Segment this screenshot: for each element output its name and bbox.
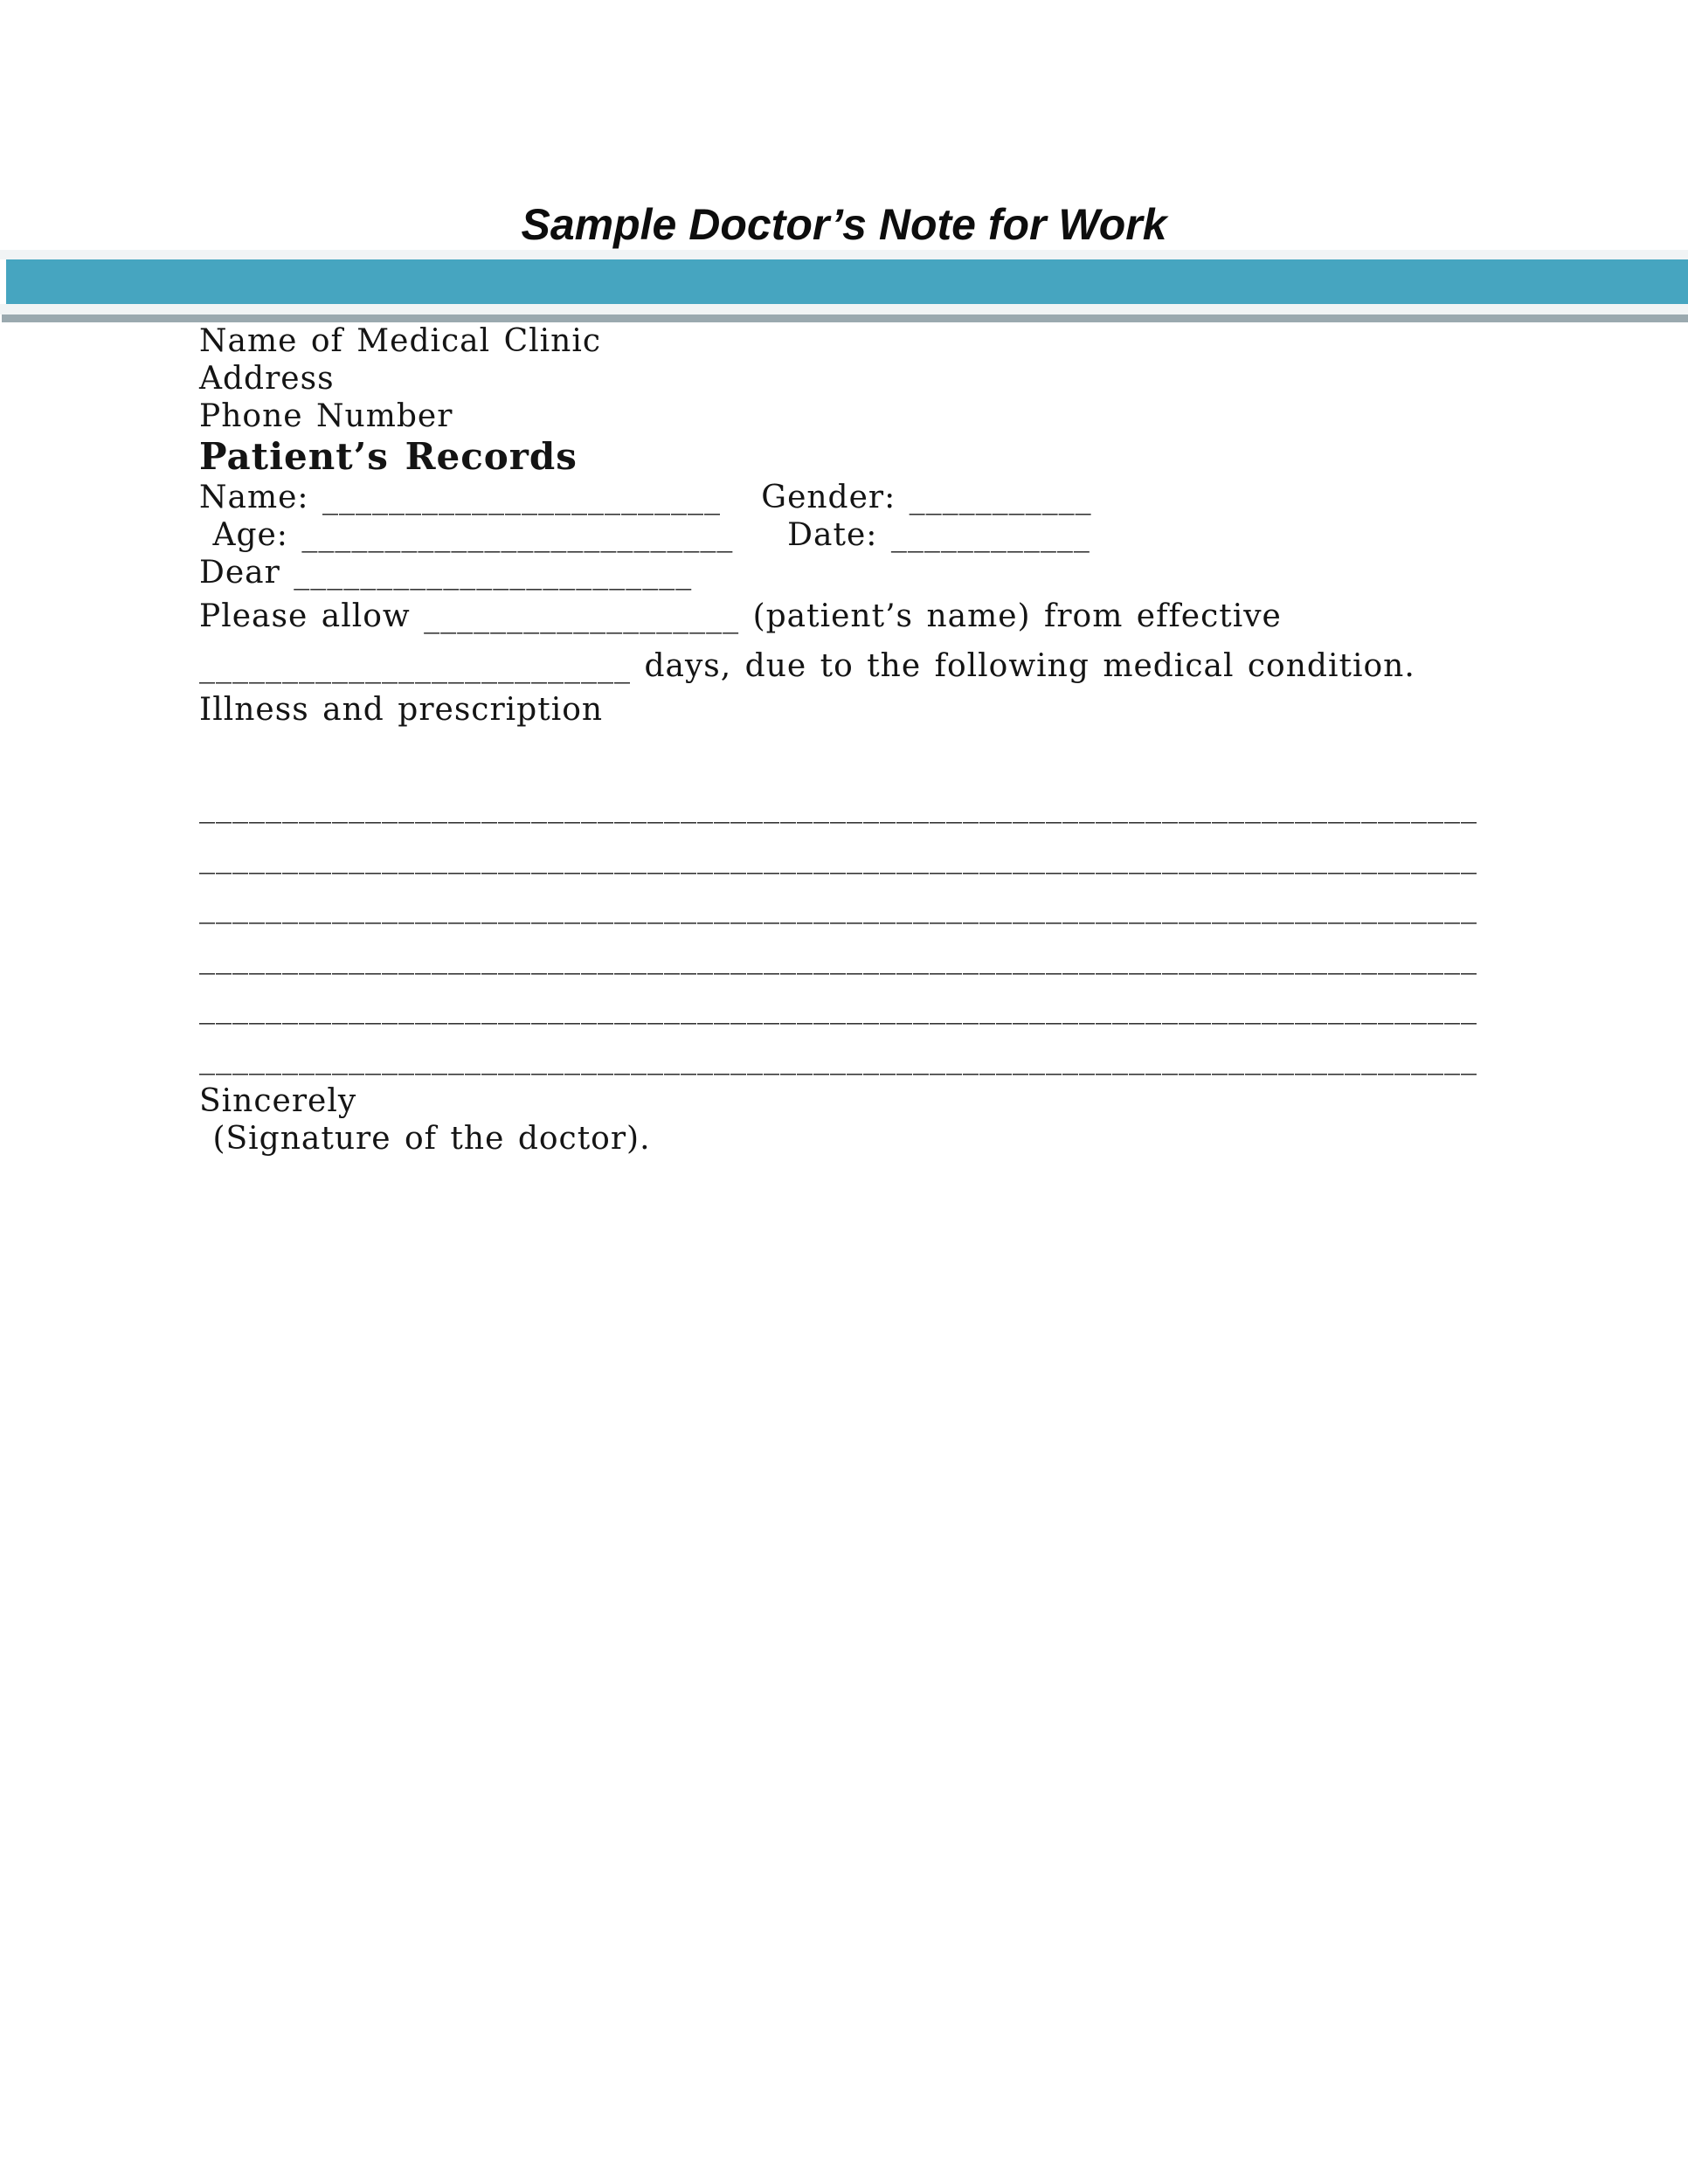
title-banner: [0, 250, 1688, 322]
writing-line: _____________________________________________________________________________: [199, 1039, 1477, 1075]
patient-records-heading: Patient’s Records: [199, 435, 578, 478]
request-line-1: Please allow ___________________ (patient’s name) from effective: [199, 598, 1282, 634]
banner-light-band-top: [0, 250, 1688, 259]
letter-body: [0, 322, 1688, 1158]
document-header: [0, 0, 1688, 250]
closing-line: Sincerely: [199, 1083, 357, 1119]
banner-light-band-bottom: [0, 304, 1688, 314]
clinic-phone-line: Phone Number: [199, 398, 453, 434]
clinic-name-line: Name of Medical Clinic: [199, 323, 602, 359]
writing-line: _____________________________________________________________________________: [199, 838, 1477, 874]
writing-line: _____________________________________________________________________________: [199, 888, 1477, 924]
teal-accent-bar: [6, 259, 1688, 304]
illness-prescription-label: Illness and prescription: [199, 692, 604, 728]
request-paragraph: [199, 591, 1482, 691]
name-gender-field-line: Name: ________________________ Gender: ___________: [199, 480, 1092, 515]
request-line-2: __________________________ days, due to the following medical condition.: [199, 648, 1415, 684]
clinic-address-line: Address: [199, 361, 335, 397]
writing-line: _____________________________________________________________________________: [199, 938, 1477, 975]
signature-line: (Signature of the doctor).: [199, 1121, 651, 1157]
writing-line: _____________________________________________________________________________: [199, 788, 1477, 824]
page-title: Sample Doctor’s Note for Work: [521, 200, 1167, 249]
writing-line: _____________________________________________________________________________: [199, 989, 1477, 1025]
age-date-field-line: Age: __________________________ Date: ____________: [199, 517, 1090, 553]
salutation-line: Dear ________________________: [199, 555, 693, 591]
gray-divider-rule: [2, 314, 1688, 322]
writing-lines-block: [199, 781, 1482, 1082]
